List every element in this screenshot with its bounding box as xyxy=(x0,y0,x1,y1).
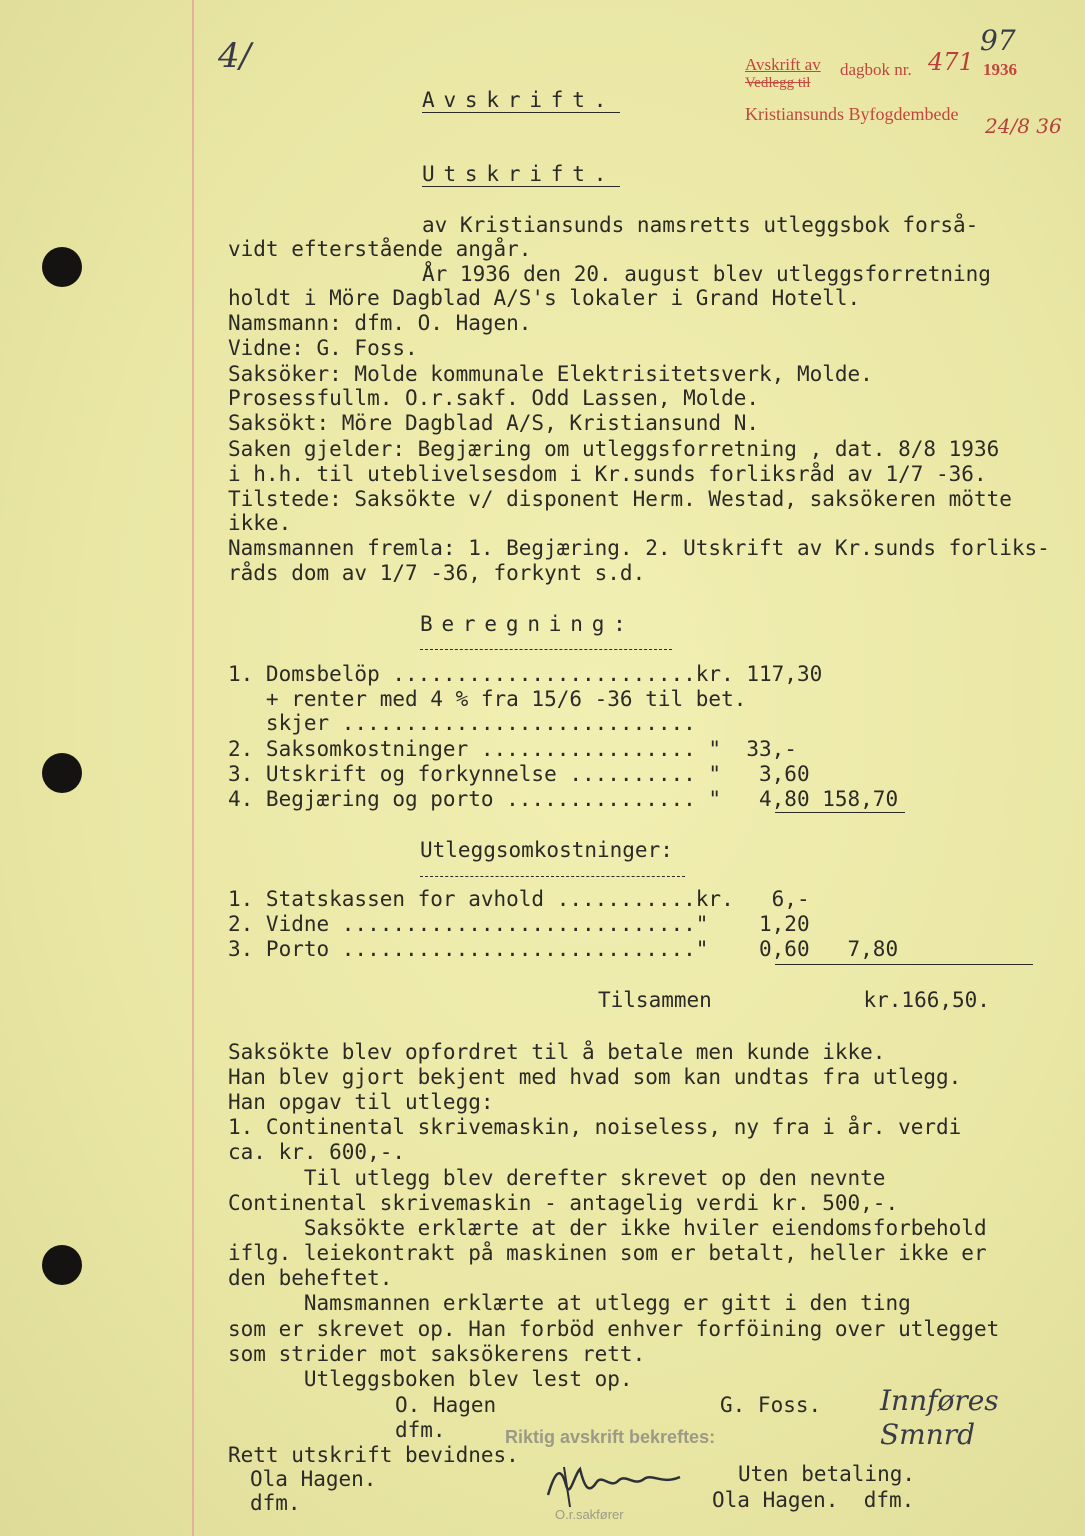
section-title-beregning: Beregning: xyxy=(420,612,635,636)
body-line: vidt efterstående angår. xyxy=(228,237,532,261)
calc-row: + renter med 4 % fra 15/6 -36 til bet. xyxy=(228,687,747,711)
handwritten-signature xyxy=(540,1455,690,1515)
body-line: Tilstede: Saksökte v/ disponent Herm. Westad, saksökeren mötte xyxy=(228,487,1012,511)
calc-row: skjer ............................ xyxy=(228,711,696,735)
stamp-vedlegg: Vedlegg til xyxy=(745,75,811,91)
heading-utskrift: Utskrift. xyxy=(422,162,616,186)
body-line: Vidne: G. Foss. xyxy=(228,336,418,360)
page-number: 97 xyxy=(980,24,1016,57)
heading-underline xyxy=(422,112,620,113)
heading-avskrift: Avskrift. xyxy=(422,88,616,112)
margin-line xyxy=(192,0,194,1536)
body-line: iflg. leiekontrakt på maskinen som er betalt, heller ikke er xyxy=(228,1241,987,1265)
calc-row: 4. Begjæring og porto ............... " 4,80 158,70 xyxy=(228,787,899,811)
sum-underline xyxy=(775,812,905,813)
body-line: Utleggsboken blev lest op. xyxy=(228,1367,633,1391)
body-line: råds dom av 1/7 -36, forkynt s.d. xyxy=(228,561,646,585)
body-line: Saksökt: Möre Dagblad A/S, Kristiansund N. xyxy=(228,411,760,435)
signature-foss: G. Foss. xyxy=(720,1393,822,1417)
body-line: den beheftet. xyxy=(228,1266,393,1290)
body-line: som strider mot saksökerens rett. xyxy=(228,1342,646,1366)
heading-underline xyxy=(422,186,620,187)
body-line: Saksöker: Molde kommunale Elektrisitetsverk, Molde. xyxy=(228,362,873,386)
body-line: Han blev gjort bekjent med hvad som kan undtas fra utlegg. xyxy=(228,1065,962,1089)
body-line: av Kristiansunds namsretts utleggsbok forså- xyxy=(422,213,979,237)
signature-line: Ola Hagen. dfm. xyxy=(712,1488,915,1512)
signature-dfm: dfm. xyxy=(395,1418,446,1442)
body-line: i h.h. til uteblivelsesdom i Kr.sunds forliksråd av 1/7 -36. xyxy=(228,462,987,486)
body-line: Saken gjelder: Begjæring om utleggsforretning , dat. 8/8 1936 xyxy=(228,437,1000,461)
body-line: som er skrevet op. Han forböd enhver forföining over utlegget xyxy=(228,1317,1000,1341)
section-underline xyxy=(420,649,672,650)
handwritten-mark: 4/ xyxy=(218,36,252,76)
stamp-office: Kristiansunds Byfogdembede xyxy=(745,104,959,124)
calc-row: 1. Statskassen for avhold ...........kr. 6,- xyxy=(228,887,810,911)
calc-row: 2. Vidne ............................" 1,20 xyxy=(228,912,810,936)
sakforer-stamp: O.r.sakfører xyxy=(555,1507,624,1522)
stamp-dagbok-number: 471 xyxy=(928,48,974,76)
body-line: Continental skrivemaskin - antagelig verdi kr. 500,-. xyxy=(228,1191,899,1215)
calc-row: 3. Porto ............................" 0,60 7,80 xyxy=(228,937,899,961)
section-title-utlegg: Utleggsomkostninger: xyxy=(420,838,673,862)
body-line: ikke. xyxy=(228,511,292,535)
punch-hole xyxy=(42,1245,82,1285)
stamp-year: 1936 xyxy=(983,60,1017,79)
handwritten-note: Innføres xyxy=(880,1384,999,1417)
signature-line: dfm. xyxy=(250,1491,301,1515)
body-line: ca. kr. 600,-. xyxy=(228,1140,406,1164)
calc-row: 2. Saksomkostninger ................. " 33,- xyxy=(228,737,797,761)
signature-line: Rett utskrift bevidnes. xyxy=(228,1443,519,1467)
stamp-avskrift: Avskrift av xyxy=(745,55,821,74)
body-line: holdt i Möre Dagblad A/S's lokaler i Grand Hotell. xyxy=(228,286,861,310)
body-line: 1. Continental skrivemaskin, noiseless, ny fra i år. verdi xyxy=(228,1115,962,1139)
sum-underline xyxy=(775,964,1033,965)
calc-row: 1. Domsbelöp ........................kr. 117,30 xyxy=(228,662,823,686)
handwritten-note: Smnrd xyxy=(880,1418,976,1451)
body-line: Saksökte erklærte at der ikke hviler eiendomsforbehold xyxy=(228,1216,987,1240)
body-line: Prosessfullm. O.r.sakf. Odd Lassen, Molde. xyxy=(228,386,760,410)
body-line: Namsmann: dfm. O. Hagen. xyxy=(228,311,532,335)
certification-stamp: Riktig avskrift bekreftes: xyxy=(505,1427,716,1447)
punch-hole xyxy=(42,247,82,287)
signature-hagen: O. Hagen xyxy=(395,1393,497,1417)
body-line: Saksökte blev opfordret til å betale men kunde ikke. xyxy=(228,1040,886,1064)
total-line: Tilsammen kr.166,50. xyxy=(598,988,990,1012)
body-line: År 1936 den 20. august blev utleggsforretning xyxy=(422,262,991,286)
stamp-dagbok: dagbok nr. xyxy=(840,60,912,79)
signature-line: Uten betaling. xyxy=(738,1462,916,1486)
signature-line: Ola Hagen. xyxy=(250,1467,377,1491)
body-line: Til utlegg blev derefter skrevet op den nevnte xyxy=(228,1166,886,1190)
punch-hole xyxy=(42,753,82,793)
body-line: Namsmannen erklærte at utlegg er gitt i den ting xyxy=(228,1291,911,1315)
calc-row: 3. Utskrift og forkynnelse .......... " 3,60 xyxy=(228,762,810,786)
section-underline xyxy=(420,876,685,877)
stamp-date: 24/8 36 xyxy=(985,114,1062,138)
body-line: Namsmannen fremla: 1. Begjæring. 2. Utskrift av Kr.sunds forliks- xyxy=(228,536,1050,560)
body-line: Han opgav til utlegg: xyxy=(228,1090,494,1114)
